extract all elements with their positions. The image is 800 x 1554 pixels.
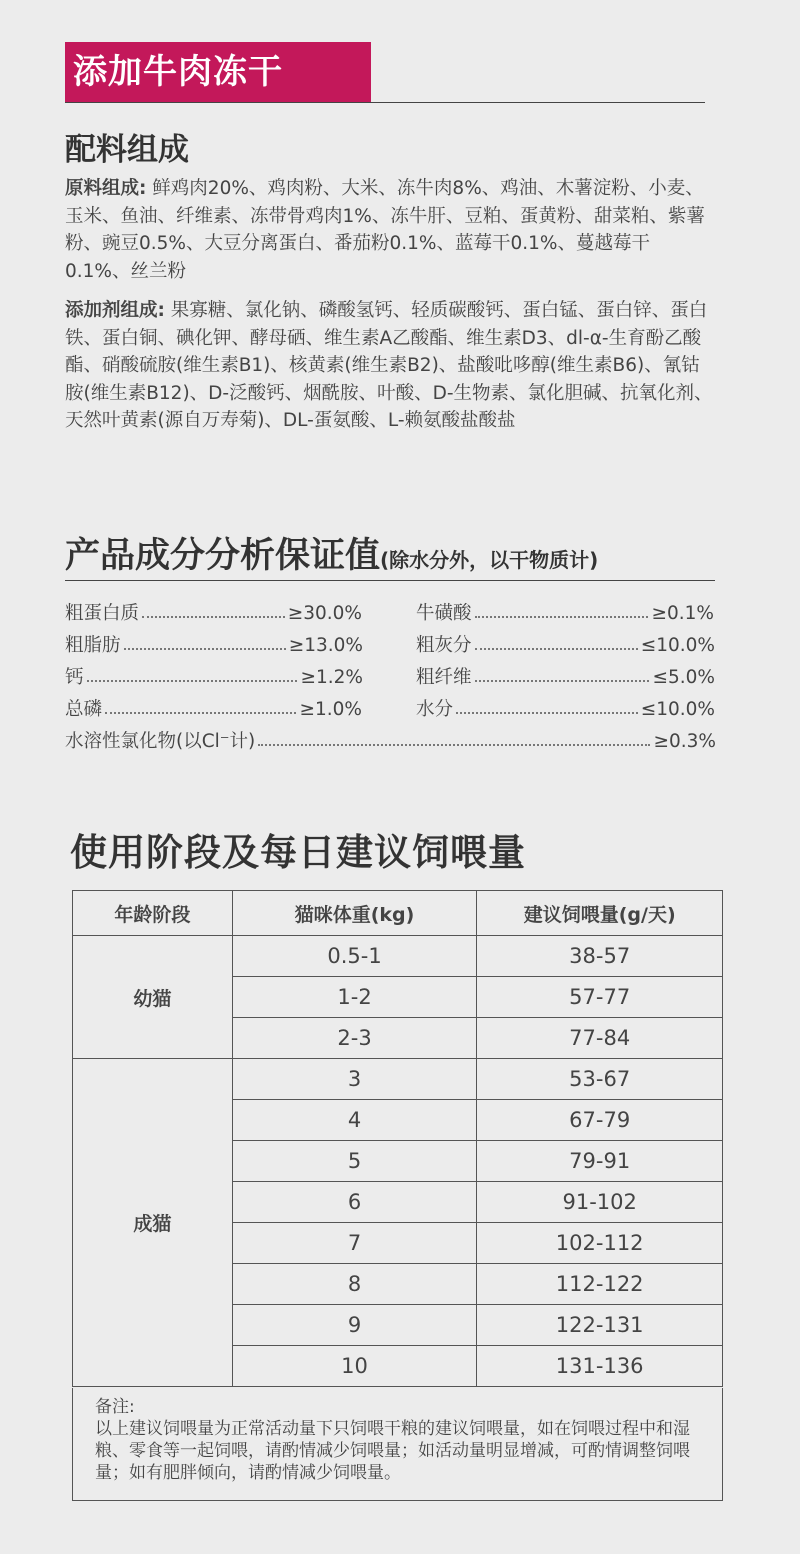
header-daily-amount: 建议饲喂量(g/天) [477,891,723,936]
analysis-row [65,730,716,754]
weight-cell: 2-3 [232,1018,477,1059]
weight-cell: 1-2 [232,977,477,1018]
analysis-label: 水溶性氯化物(以Cl⁻计) [65,731,256,752]
leader-dots [475,666,650,682]
weight-cell: 9 [232,1305,477,1346]
additives-label: 添加剂组成: [65,300,165,321]
analysis-value: ≥1.0% [299,699,362,720]
header-cat-weight: 猫咪体重(kg) [232,891,477,936]
amount-cell: 77-84 [477,1018,723,1059]
weight-cell: 7 [232,1223,477,1264]
leader-dots [475,634,638,650]
analysis-row [416,602,714,626]
analysis-label: 总磷 [65,699,103,720]
feeding-heading: 使用阶段及每日建议饲喂量 [70,831,526,874]
weight-cell: 0.5-1 [232,936,477,977]
amount-cell: 38-57 [477,936,723,977]
amount-cell: 102-112 [477,1223,723,1264]
header-age-stage: 年龄阶段 [73,891,233,936]
analysis-subtitle: (除水分外，以干物质计) [380,548,599,572]
leader-dots [475,602,649,618]
leader-dots [105,698,296,714]
analysis-row [416,634,715,658]
analysis-title: 产品成分分析保证值 [65,536,381,576]
analysis-value: ≥0.1% [651,603,714,624]
analysis-label: 粗脂肪 [65,635,121,656]
amount-cell: 122-131 [477,1305,723,1346]
leader-dots [258,730,650,746]
leader-dots [142,602,285,618]
analysis-value: ≥30.0% [287,603,362,624]
additives [65,297,715,435]
stage-adult: 成猫 [73,1059,233,1387]
analysis-label: 水分 [416,699,454,720]
leader-dots [124,634,286,650]
ingredients-heading: 配料组成 [65,132,189,168]
weight-cell: 4 [232,1100,477,1141]
analysis-label: 牛磺酸 [416,603,472,624]
analysis-row [65,666,363,690]
amount-cell: 91-102 [477,1182,723,1223]
analysis-label: 钙 [65,667,84,688]
additives-text: 果寡糖、氯化钠、磷酸氢钙、轻质碳酸钙、蛋白锰、蛋白锌、蛋白铁、蛋白铜、碘化钾、酵母硒、维生素A乙酸酯、维生素D3、dl-α-生育酚乙酸酯、硝酸硫胺(维生素B1)、核黄素(维生素B2)、盐酸吡哆醇(维生素B6)、氰钴胺(维生素B12)、D-泛酸钙、烟酰胺、叶酸、D-生物素、氯化胆碱、抗氧化剂、天然叶黄素(源自万寿菊)、DL-蛋氨酸、L-赖氨酸盐酸盐 [65,300,713,431]
table-header-row [73,891,723,936]
raw-ingredients-label: 原料组成: [65,178,147,199]
amount-cell: 79-91 [477,1141,723,1182]
stage-kitten: 幼猫 [73,936,233,1059]
weight-cell: 8 [232,1264,477,1305]
analysis-value: ≥0.3% [653,731,716,752]
analysis-label: 粗纤维 [416,667,472,688]
weight-cell: 6 [232,1182,477,1223]
analysis-label: 粗蛋白质 [65,603,140,624]
note-title: 备注: [95,1397,135,1417]
analysis-row [416,666,715,690]
analysis-row [65,698,362,722]
leader-dots [87,666,298,682]
banner-divider [65,102,705,103]
amount-cell: 131-136 [477,1346,723,1387]
analysis-value: ≤5.0% [652,667,715,688]
product-banner: 添加牛肉冻干 [65,42,371,103]
amount-cell: 112-122 [477,1264,723,1305]
analysis-heading [65,528,598,578]
analysis-value: ≤10.0% [640,699,715,720]
table-row [73,936,723,977]
analysis-value: ≤10.0% [640,635,715,656]
analysis-row [65,602,362,626]
analysis-label: 粗灰分 [416,635,472,656]
raw-ingredients-text: 鲜鸡肉20%、鸡肉粉、大米、冻牛肉8%、鸡油、木薯淀粉、小麦、玉米、鱼油、纤维素、冻带骨鸡肉1%、冻牛肝、豆粕、蛋黄粉、甜菜粕、紫薯粉、豌豆0.5%、大豆分离蛋白、番茄粉0.1%、蓝莓干0.1%、蔓越莓干0.1%、丝兰粉 [65,178,705,282]
table-row [73,1059,723,1100]
feeding-table [72,890,723,1387]
leader-dots [456,698,638,714]
amount-cell: 57-77 [477,977,723,1018]
weight-cell: 3 [232,1059,477,1100]
analysis-row [416,698,715,722]
amount-cell: 53-67 [477,1059,723,1100]
amount-cell: 67-79 [477,1100,723,1141]
weight-cell: 5 [232,1141,477,1182]
analysis-row [65,634,363,658]
note-text: 以上建议饲喂量为正常活动量下只饲喂干粮的建议饲喂量，如在饲喂过程中和湿粮、零食等一起饲喂，请酌情减少饲喂量；如活动量明显增减，可酌情调整饲喂量；如有肥胖倾向，请酌情减少饲喂量。 [95,1419,690,1483]
raw-ingredients [65,175,715,285]
weight-cell: 10 [232,1346,477,1387]
analysis-value: ≥1.2% [300,667,363,688]
analysis-value: ≥13.0% [288,635,363,656]
analysis-divider [65,580,715,581]
feeding-note [72,1388,723,1501]
